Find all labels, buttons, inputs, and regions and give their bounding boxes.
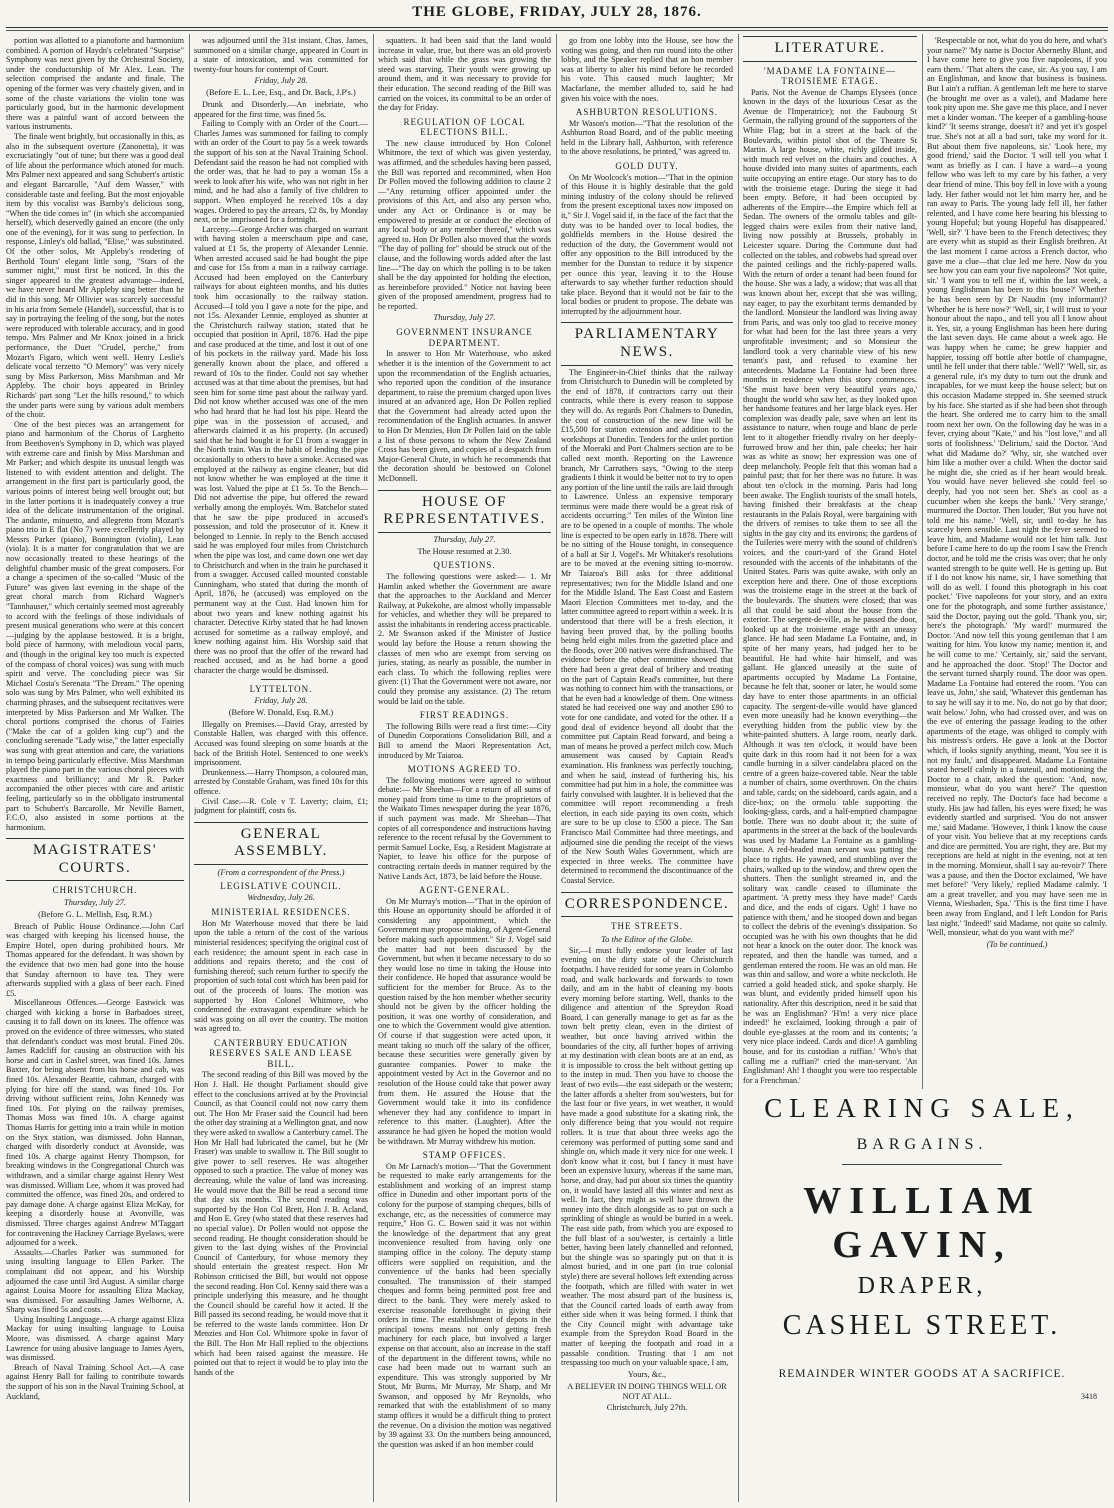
- story-text: Paris. Not the Avenue de Champs Elysees (once known in the days of the luxurious Cesar as the Avenue de l'Imperatrice); not the Faubourg St Germain, the rallying ground of the supporters of the White Flag; but in a street at the back of the Boulevards, within pistol shot of the Theatre St Martin. A large house, white, richly gilded inside, with much red velvet on the chairs and couches. A house divided into many suites of apartments, each suite occupying an entire etage. Our story has to do with the troisieme etage. During the siege it had been empty. Before, it had been occupied by adherents of the Empire—the Empire which fell at Sedan. The owners of the ormolu tables and gilt-legged chairs were exiles from their native land, living now possibly at Brussels, probably in Leicester square. During the Commune dust had collected on the tables, and cobwebs had spread over the painted ceilings and the richly-papered walls. With the return of order a tenant had been found for the house. She was a lady, a widow; that was all that was known about her, except that she was willing, nay eager, to pay the exorbitant terms demanded by the landlord. Monsieur the landlord was living away from Paris, and was only too glad to receive money for what had been for the last three years a very unprofitable investment; and so Monsieur the landlord took a very charitable view of his new tenant's past, and refused to examine her antecedents. Madame La Fontaine had been three months in residence when this story commences. 'She must have been very beautiful years ago,' thought the world who saw her, as they looked upon her handsome features and her large black eyes. Her complexion was deadly pale, save when art lent its assistance to nature, when rouge and blanc de perle lent to it altogether friendly rivalry on her deeply-furrowed brow and her thin, pale cheeks; her hair was as white as snow; her expression was one of deep melancholy. People felt that this woman had a painful past; that for her there was no future. It was about ten o'clock in the morning. Paris had long been awake. The English tourists of the small hotels, having finished their breakfasts at the cheap restaurants in the Palais Royal, were bargaining with the drivers of remises to take them to see all the sights in the gay city and its environs; the gardens of the Tuileries were merry with the sound of children's voices, and the court-yard of the Grand Hotel resounded with the accents of the inhabitants of the United States. Paris was quite awake, with only an exception here and there. One of those exceptions was the troisieme etage in the street at the back of the boulevards. The shutters were closed; that was all that could be said about the house from the exterior. The sergent-de-ville, as he passed the door, looked up at the troisieme etage with an uneasy glance. He had seen Madame La Fontaine, and, in spite of her many years, had judged her to be beautiful. He had white hair himself, and was gallant. He glanced uneasily at the suite of apartments occupied by Madame La Fontaine, because he felt that, sooner or later, he would some day have to enter those apartments in an official capacity. The sergent-de-ville would have glanced even more uneasily had he known everything—the everything hidden from the public view by the white-painted shutters. A large room, nearly dark. Although it was ten o'clock, it would have been quite dark in this room had it not been for a wax candle burning in a silver candelabra placed on the centre of a green baize-covered table. Near the table a number of chairs, some overthrown. On the chairs and table, cards; on the sideboard, cards again, and a dice-box; on the ormolu table supporting the looking-glass, cards, and a half-emptied champagne bottle. There was no doubt about it; the suite of apartments in the street at the back of the boulevards was used by Madame La Fontaine as a gambling-house. A red-headed man servant was putting the place to rights. He yawned, and stumbling over the chairs, walked up to the window, and threw open the shutters. Then the sunlight streamed in, and the solitary wax candle ceased to illuminate the apartment. 'A pretty mess they have made!' Cards and dice, and the ends of cigars. Ugh! I have no patience with them,' and he stooped down and began to collect the debris of the evening's dissipation. So occupied was he with his own thoughts that he did not hear a knock on the outer door. The knock was repeated, and then the handle was turned, and a gentleman entered the room. He was an old man. He was thin and sallow, and wore a white neckcloth. He carried a gold headed stick, and spoke sharply. He was blunt, and evidently prided himself upon his nationality. After this description, need it be said that he was an Englishman? 'H'm! a very nice place indeed!' he exclaimed, looking through a pair of double eye-glasses at the room and its contents; 'a very nice place indeed. Cards and dice! A gambling house, and for its custodian a ruffian.' 'Who's that calling me a ruffian?' cried the man-servant. 'An Englishman! Ah! I thought you were too respectable for a Frenchman.': [743, 87, 917, 1085]
- subheading: ASHBURTON RESOLUTIONS.: [575, 107, 719, 118]
- dateline: Friday, July 28.: [254, 696, 308, 706]
- article-text: go from one lobby into the House, see how the voting was going, and then run round into the other lobby, and the Speaker replied that an hon member was at liberty to alter his mind before he recorded his vote. This caused much laughter; Mr Macfarlane, the member alluded to, said he had given his voice with the noes.: [561, 36, 733, 103]
- column-5: [743, 36, 917, 1086]
- subheading: STAMP OFFICES.: [422, 1150, 507, 1161]
- article-text: Drunk and Disorderly.—An inebriate, who appeared for the first time, was fined 5s.: [194, 100, 368, 119]
- subheading: QUESTIONS.: [433, 560, 496, 571]
- column-rule: [373, 34, 374, 1502]
- column-rule: [556, 34, 557, 1502]
- article-text: Assaults.—Charles Parker was summoned for using insulting language to Ellen Parker. The complainant did not appear, and his Worship adjourned the case until 3rd August. A similar charge against Louisa Moore for assaulting Eliza Mackay, was dismissed. For assaulting James Welborne, A. Sharp was fined 5s and costs.: [6, 1247, 184, 1315]
- signature: Christchurch, July 27th.: [606, 1403, 688, 1413]
- column-1: [6, 36, 184, 1501]
- article-text: Breach of Naval Training School Act.—A case against Henry Ball for failing to contribute towards the support of his son in the Naval Training School, at Auckland,: [6, 1362, 184, 1401]
- ad-tagline: REMAINDER WINTER GOODS AT A SACRIFICE.: [778, 1368, 1066, 1380]
- bench-line: (Before G. L. Mellish, Esq, R.M.): [38, 909, 152, 919]
- salutation: To the Editor of the Globe.: [601, 933, 693, 944]
- column-6: [927, 36, 1107, 1086]
- masthead-rule-lower: [6, 30, 1108, 31]
- subheading: CHRISTCHURCH.: [52, 885, 138, 896]
- section-heading: CORRESPONDENCE.: [561, 892, 733, 918]
- article-text: In answer to Hon Mr Waterhouse, who asked whether it is the intention of the Government to act upon the recommendation of the English actuaries, who reported upon the condition of the insurance department, to raise the premium charged upon lives insured at an advanced age, Hon Dr Pollen replied that the Government had already acted upon the recommendation of the English actuaries. In answer to Hon Dr Menzies, Hon Dr Pollen laid on the table a list of those persons to whom the New Zealand Cross has been given, and copies of a despatch from Major-General Chute, in which he recommends that the decoration should be bestowed on Colonel McDonnell.: [378, 349, 551, 484]
- article-text: Hon Mr Waterhouse moved that there be laid upon the table a return of the cost of the various ministerial residences; specifying the original cost of each residence; the amount spent in each case in additions and repairs thereto; and the cost of furnishing thereof; such return further to specify the proportion of such total cost which has been paid for out of the proceeds of loans. The motion was supported by Hon Colonel Whitmore, who condemned the extravagant expenditure which he said was going on all over the country. The motion was agreed to.: [194, 918, 368, 1034]
- article-text: On Mr Larnach's motion—"That the Government be requested to make early arrangements for the establishment and working of an imprest stamp office in Dunedin and other important ports of the colony for the purpose of stamping cheques, bills of exchange, etc, as the necessities of commerce may require," Hon G. C. Bowen said it was not within the knowledge of the department that any great inconvenience resulted from having only one stamping office in the colony. The deputy stamp officers were supplied on requisition, and the convenience of the banks had been specially consulted. The transmission of their stamped cheques and forms being permitted post free and direct to the bank. They were merely asked to exercise reasonable forethought in giving their orders in time. The establishment of depots in the principal towns means not only getting fresh machinery for each place, but involved a larger expense on that account, also an increase in the staff of the department in the different towns, while no case had been made out to warrant such an expenditure. This was strongly supported by Mr Stout, Mr Burns, Mr Murray, Mr Sharp, and Mr Swanson, and opposed by Mr Reynolds, who remarked that with the establishment of so many stamp offices it would be a difficult thing to protect the revenue. On a division the motion was negatived by 39 against 33. On the numbers being announced, the question was asked if an hon member could: [378, 1161, 551, 1449]
- masthead-rule: [6, 27, 1108, 28]
- byline: (From a correspondent of the Press.): [217, 866, 345, 877]
- dateline: Thursday, July 27.: [433, 534, 496, 544]
- subheading: LEGISLATIVE COUNCIL.: [220, 880, 342, 891]
- bench-line: (Before W. Donald, Esq. R.M.): [228, 708, 334, 717]
- ad-reference-number: 3418: [1081, 1392, 1097, 1401]
- subheading: GOVERNMENT INSURANCE DEPARTMENT.: [396, 327, 533, 348]
- ad-subheadline: BARGAINS.: [856, 1136, 988, 1153]
- article-text: On Mr Woolcock's motion—"That in the opinion of this House it is highly desirable that the gold mining industry of the colony should be relieved from the present exceptional taxes now imposed on it," Sir J. Vogel said if, in the face of the fact that the duty was to be handed over to local bodies, the goldfields members in the House desired the reduction of the duty, the Government would not offer any opposition to the Bill introduced by the member for the Dunstan to reduce it by sixpence per ounce this year, leaving it to the House afterwards to say whether further reduction should take place. Beyond that it would not be fair to the local bodies or prudent to propose. The debate was interrupted by the adjournment hour.: [561, 172, 733, 316]
- column-rule: [189, 34, 190, 1502]
- ad-address: CASHEL STREET.: [782, 1310, 1062, 1341]
- article-text: Miscellaneous Offences.—George Eastwick was charged with kicking a horse in Barbadoes street, causing it to fall down on its knees. The offence was proved on the evidence of three witnesses, who stated that defendant's conduct was most brutal. Fined 20s. James Radcliff for causing an obstruction with his horse and cart in Cashel street, was fined 10s. James Baxter, for being absent from his horse and cab, was fined 10s. Alexander Beattie, cabman, charged with plying for hire off the stand, was fined 10s. For driving without sufficient reins, John Kennedy was fined 10s. For plying on the railway premises, Thomas Moss was fined 10s. A charge against Thomas Harris for getting into a train while in motion on the Styx station, was dismissed. John Hannan, charged with disorderly conduct at Avonside, was fined 10s. A charge against Henry Thompson, for breaking windows in the Congregational Church was withdrawn, and a similar charge against Henry West was dismissed. William Lee, whom it was proved had committed the offence, was fined 20s, and ordered to pay damage done. A charge against Eliza McKay, for keeping a disorderly house at Avonville, was dismissed. Three charges against Andrew M'Taggart for contravening the Hackney Carriage Byelaws, were adjourned for a week.: [6, 998, 184, 1248]
- subheading: AGENT-GENERAL.: [419, 885, 510, 896]
- session-line: The House resumed at 2.30.: [417, 546, 512, 556]
- subheading: MINISTERIAL RESIDENCES.: [211, 907, 351, 918]
- article-text: The new clause introduced by Hon Colonel Whitmore, the text of which was given yesterday, was affirmed, and the schedules having been passed, the Bill was reported and recommitted, when Hon Dr Pollen moved the following addition to clause 2—"Any returning officer appointed under the provisions of this Act, and also any person who, under any Act or Ordinance is or may be empowered to preside at or conduct the election of any local body or any member thereof," which was agreed to. Hon Dr Pollen also moved that the words "The day of polling for" should be struck out of the clause, and the following words added after the last line—"The day on which the polling is to be taken shall be the day appointed for holding the election, as hereinbefore provided." Notice not having been given of the proposed amendment, progress had to be reported.: [378, 138, 551, 311]
- article-text: portion was allotted to a pianoforte and harmonium combined. A portion of Haydn's celebrated "Surprise" Symphony was next given by the Orchestral Society, under the conductorship of Mr Alex. Lean. The selection comprised the andante and finale. The opening of the former was very chastely given, and in some of the chaste variations the violin tone was particularly good, but in the harmonic development there was a painful want of accord between the various instruments.: [6, 36, 184, 132]
- article-text: The following questions were asked:— 1. Mr Hamlin asked whether the Government are aware that the approaches to the Auckland and Mercer Railway, at Pukekohe, are almost wholly impassable for vehicles, and whether they will be prepared to assist the inhabitants in rendering access practicable. 2. Mr Swanson asked if the Minister of Justice would lay before the House a return showing the classes of men who are exempt from serving on juries, stating, as nearly as possible, the number in each class. To which the following replies were given: (1) That the Government were not aware, nor could they promise any assistance. (2) The return would be laid on the table.: [378, 571, 551, 706]
- article-text: Failing to Comply with an Order of the Court.—Charles James was summoned for failing to comply with an order of the Court to pay 5s a week towards the support of his son at the Naval Training School. Defendant said the reason he had not complied with the order was, that he had to pay a woman 15s a week to look after his wife, who was not right in her mind, and he had also a family of five children to support. When employed he received 10s a day wages. Ordered to pay the arrears, £2 8s, by Monday next, or be imprisoned for a fortnight.: [194, 119, 368, 225]
- dateline: Wednesday, July 26.: [247, 893, 315, 903]
- article-text: The finale went brightly, but occasionally in this, as also in the subsequent overture (Zanonetta), it was excruciatingly "out of tune; but there was a good deal of life about the performance which atoned for much. Mrs Palmer next appeared and sang Schubert's artistic and elegant Barcarolle, "Auf dem Wasser," with considerable taste and feeling. But the most enjoyable item by this vocalist was Barnby's delicious song, "When the tide comes in" (in which she accompanied herself), which deservedly gained an encore (the only one of the evening), for it was sung to perfection. In response, Linley's old ballad, "Elise," was substituted. Of the other solos, Mr Appleby's rendering of Berthold Tours' elegant little song, "Stars of the summer night," must first be noticed. In this the singer appeared to the greatest advantage—indeed, we have never heard Mr Appleby sing better than he did in this song. Mr Ollivier was scarcely successful in his aria from Semele (Handel), successful, that is to say in portraying the feeling of the song, but the notes were reproduced with tolerable accuracy, and in good tempo. Mrs Palmer and Mr Knox joined in a brick performance, the Duet "Crudel, perche," from Mozart's Figaro, which went well. Henry Leslie's delicate vocal terzetto "O Memory" was very nicely sung by Miss Parkerson, Miss Marshman and Mr Appleby. The choir boys appeared in Brinley Richards' part song "Let the hills resound," to which the under parts were sung by various adult members of the choir.: [6, 131, 184, 420]
- subheading: THE STREETS.: [611, 921, 683, 932]
- subheading: MOTIONS AGREED TO.: [407, 764, 522, 775]
- dateline: Thursday, July 27.: [433, 313, 496, 323]
- divider: [842, 1164, 1002, 1165]
- article-text: Breach of Public House Ordinance.—John Carl was charged with keeping his licensed house, the Empire Hotel, open during prohibited hours. Mr Thomas appeared for the defendant. It was shown by the evidence that two men had gone into the house that Sunday afternoon to have tea. They were afterwards supplied with a glass of beer each. Fined £5.: [6, 921, 184, 998]
- article-text: The Engineer-in-Chief thinks that the railway from Christchurch to Dunedin will be completed by the end of 1878, if contractors carry out their contracts, while there is every reason to suppose they will do. As regards Port Chalmers to Dunedin, the cost of construction of the new line will be £15,500 for station extension and addition to the workshops at Dunedin. Tenders for the unlet portion of the Moeraki and Port Chalmers section are to be called next month. Reporting on the Lawrence branch, Mr Carruthers says, "Owing to the steep gradients I think it would be better not to try to open any portion of the line until the rails are laid through to Lawrence. Unless an expensive temporary terminus were made there would be a great risk of accidents occurring." Ten miles of the Winton line are to be opened in a couple of months. The whole line is expected to be open early in 1878. There will be no sitting of the House tonight, in consequence of a ball at Sir J. Vogel's. Mr Whitaker's resolutions are to be moved at the evening sitting to-morrow. Mr Taiaroa's Bill asks for three additional representatives; two for the Middle Island and one for the Middle Island. The East Coast and Eastern Maori Election Committees met to-day, and the latter committee agreed to report within a week. It is understood that there will be a fresh election, it having been proved that, by the polling booths being held eight miles from the gazetted place and the floods, over 200 natives were disfranchised. The evidence before the other committee showed that there had been a great deal of bribery and treating on the part of Captain Read's committee, but there was nothing to connect him with the transactions, or that he even had a knowledge of them. One witness stated he had received one way and another £90 to vote for one candidate, and voted for the other. If a good deal of evidence beyond all doubt that the committee put Captain Read forward, and being a man of means he proved a perfect milch cow. Much amusement was caused by Captain Read's examination. His frankness was perfectly touching, and when he said, instead of furthering his, his committee had put him in a hole, the committee was fairly convulsed with laughter. It is believed that the committee will report recommending a fresh election, in each side paying its own costs, which are sure to be up close to £500 a piece. The San Francisco Mail Committee had three meetings, and adjourned sine die pending the receipt of the views of the New South Wales Government, which are expected in three weeks. The committee have determined to recommend the discontinuance of the Coastal Service.: [561, 367, 733, 886]
- ad-merchant-name: WILLIAM GAVIN,: [803, 1180, 1041, 1266]
- dateline: Thursday, July 27.: [64, 897, 126, 907]
- divider: [261, 679, 301, 680]
- article-text: Drunkenness.—Harry Thompson, a coloured man, arrested by Constable Graham, was fined 10s for this offence.: [194, 767, 368, 796]
- to-be-continued: (To be continued.): [986, 939, 1048, 949]
- article-text: squatters. It had been said that the land would increase in value, true, but there was an old proverb which said that while the grass was growing the steed was starving. Their youth were growing up around them, and it was necessary to provide for their education. The second reading of the Bill was carried on the voices, its committal to be an order of the day for Friday.: [378, 36, 551, 113]
- column-2: [194, 36, 368, 1501]
- article-text: Civil Case.—R. Cole v T. Laverty; claim, £1; judgment for plaintiff, costs 6s.: [194, 796, 368, 816]
- section-heading: LITERATURE.: [743, 36, 917, 62]
- column-4: [561, 36, 733, 1501]
- article-text: One of the best pieces was an arrangement for piano and harmonium of the Chorus of Larghetto from Beethoven's Symphony in D, which was played with extreme care and finish by Miss Marshman and Mr Parker; and which despite its unusual length was listened to with evident attention and delight. The arrangement in the first part is particularly good, the various points of interest being well brought out; but in the latter portions it is inadequately convey a true idea of the delicate instrumentation of the original. The andante, minuetto, and allegretto from Mozart's piano trio in E flat (No 7) were excellently played by Messrs Parker (piano), Bonnington (violin), Lean (viola). It is a matter for congratulation that we are now occasionally treated to these hearings of the delightful chamber music of the great composers. For a change a specimen of the so-called "Music of the Future" was given last evening in the shape of the great choral march from Richard Wagner's "Tannhauser," which certainly seemed most agreeably to accord with the feelings of those individuals of present musical generations who were at this concert—judging by the applause bestowed. It is a bright, bold piece of harmony, with melodious vocal parts, and (though in the original key too much is expected of the compass of choral voices) was sung with much spirit and verve. The concluding piece was Sir Michael Costa's Serenata "The Dream." The opening solo was sung by Mrs Palmer, who well exhibited its charming phrases, and the subsequent recitatives were interpreted by Miss Parkerson and Mr Walker. The choral portions comprised the chorus of Fairies ("Make the car of a golden king cup") and the concluding serenade "Lady wise," the latter especially was sung with great attention and care, the variations in tempo being particularly effective. Miss Marshman played the piano part in the various choral pieces with exactness and brilliancy; and Mr R. Parker accompanied the other pieces with care and artistic feeling, particularly so in the obbligato instrumental part to Schubert's Barcarolle. Mr Neville Barnett, F.C.O, also assisted in some portions at the harmonium.: [6, 419, 184, 832]
- story-title: 'MADAME LA FONTAINE—TROISIEME ETAGE.: [764, 65, 896, 87]
- article-text: The following Bills were read a first time:—City of Dunedin Corporations Consolidation Bill, and a Bill to amend the Maori Representation Act, introduced by Mr Taiaroa.: [378, 721, 551, 760]
- article-text: On Mr Murray's motion—"That in the opinion of this House an opportunity should be afforded it of considering any appointment, which the Government may propose making, of Agent-General before making such appointment." Sir J. Vogel said the matter had not been discussed by the Government, but when it became necessary to do so they would lose no time in taking the House into their confidence. He hoped that assurance would be sufficient for the member for Bruce. As to the question raised by the hon member whether security should not be given by the officer holding the position, it was one worthy of consideration, and one to which the Government would give attention. Of course if that suggestion were acted upon, it meant taking so much off the salary of the officer, because these securities were generally given by guarantee companies. Power to make the appointment vested by Act in the Governor and no resolution of the House could take that power away from them. He assured the House that the Government would take it into its confidence whenever they had any confidence to impart in reference to this matter. (Laughter). After the assurance he had given he hoped the motion would be withdrawn. Mr Murray withdrew his motion.: [378, 896, 551, 1146]
- article-text: was adjourned until the 31st instant. Chas. James, summoned on a similar charge, appeared in Court in a state of intoxication, and was committed for twenty-four hours for contempt of Court.: [194, 36, 368, 74]
- column-rule: [922, 34, 923, 1089]
- column-3: [378, 36, 551, 1501]
- signature: A BELIEVER IN DOING THINGS WELL OR NOT AT ALL.: [567, 1381, 727, 1401]
- subheading: GOLD DUTY.: [615, 161, 679, 172]
- subheading: CANTERBURY EDUCATION RESERVES SALE AND LEASE BILL.: [209, 1037, 353, 1069]
- article-text: Illegally on Premises.—David Gray, arrested by Constable Hallen, was charged with this offence. Accused was found sleeping on some boards at the back of the British Hotel. Sentenced to one week's imprisonment.: [194, 719, 368, 768]
- subheading: FIRST READINGS.: [419, 710, 510, 721]
- bench-line: (Before E. L. Lee, Esq., and Dr. Back, J.P's.): [206, 88, 356, 98]
- article-text: Mr Wason's motion—"That the resolution of the Ashburton Road Board, and of the public meeting held in the Library hall, Ashburton, with reference to the above resolutions, be printed," was agreed to.: [561, 118, 733, 157]
- ad-trade: DRAPER,: [857, 1273, 987, 1299]
- section-heading: HOUSE OF REPRESENTATIVES.: [378, 490, 551, 533]
- subheading: LYTTELTON.: [249, 683, 313, 694]
- subheading: REGULATION OF LOCAL ELECTIONS BILL.: [403, 116, 526, 138]
- masthead: THE GLOBE, FRIDAY, JULY 28, 1876.: [412, 4, 702, 20]
- article-text: Larceny.—George Archer was charged on warrant with having stolen a meerschaum pipe and case, valued at £1 5s, the property of Alexander Lennie. When arrested accused said he had bought the pipe and case for 15s from a man in a railway carriage. Accused had been employed on the Canterbury railways for about eighteen months, and his duties took him occasionally to the railway station. Accused—I told you I gave a note for the pipe, and not 15s. Alexander Lennie, employed as shunter at the Christchurch railway station, stated that he occupied that position in April, 1876. Had the pipe and case produced at the time, and lost it out of one of his pockets in the railway yard. Made his loss generally known about the place, and offered a reward of 10s to the finder. Could not say whether accused was at that time about the premises, but had seen him for some time past about the railway yard. Did not know whether accused was one of the men who had heard that he had lost his pipe. Heard the pipe was in the possession of accused, and afterwards claimed it as his property. (In accused) said that he had bought it for £1 from a swagger in the North train. Was in the habit of lending the pipe occasionally to others to have a smoke. Accused was employed at the railway as engine cleaner, but did not know whether he was employed at the time it was lost. Valued the pipe at £1 5s. To the Bench—Did not advertise the pipe, but offered the reward verbally among the employés. Wm. Batchelor stated that he saw the pipe produced in accused's possession, and told the prosecutor of it. Knew it belonged to Lennie. In reply to the Bench accused said he was employed four miles from Christchurch when the pipe was lost, and came down one wet day to Christchurch and when in the train he purchased it from a swagger. Accused called mounted constable Cunningham, who stated that during the month of April, 1876, he (accused) was employed on the permanent way at the Cust. Had known him for about two years and knew nothing against his character. Detective Kirby stated that he had known accused for sometime as a railway employé, and knew nothing against him. His Worship said that there was no proof that the offer of the reward had reached accused, and as he had borne a good character the charge would be dismissed.: [194, 224, 368, 676]
- ad-headline: CLEARING SALE,: [764, 1093, 1080, 1123]
- article-text: The following motions were agreed to without debate:— Mr Sheehan—For a return of all sums of money paid from time to time to the proprietors of the Waikato Times newspaper during the year 1876, if such payment was made. Mr Sheehan—That copies of all correspondence and instructions having reference to the recent refusal by the Government to permit Samuel Locke, Esq, a Resident Magistrate at Napier, to leave his office for the purpose of contracting certain deeds in manner required by the Native Lands Act, 1873, be laid before the House.: [378, 775, 551, 881]
- article-text: Using Insulting Language.—A charge against Eliza Mackay for using insulting language to Louisa Moore, was dismissed. A charge against Mary Lawrence for using abusive language to James Ayers, was dismissed.: [6, 1314, 184, 1363]
- article-text: The second reading of this Bill was moved by the Hon J. Hall. He thought Parliament should give effect to the conclusions arrived at by the Provincial Council, as that Council could not now carry them out. The Hon Mr Fraser said the Council had been the other day straining at a Wellington gnat, and now they were asked to swallow a Canterbury camel. The Hon Mr Hall had lubricated the camel, but he (Mr Fraser) was unable to swallow it. The Bill sought to give power to sell reserves. He was altogether opposed to such a practice. The value of money was decreasing, while the value of land was increasing. He would move that the Bill be read a second time that day six months. The second reading was supported by the Hon Col Brett, Hon J. B. Acland, and Hon E. Grey (who stated that these reserves had no special value). Dr Pollen would not oppose the second reading. He thought consideration should be given to the last dying wishes of the Provincial Council of Canterbury, for whose memory they should entertain the greatest respect. Hon Mr Robinson criticised the Bill, but would not oppose the second reading. Hon Col. Kenny said there was a principle underlying this measure, and he thought the Council should be careful how it acted. If the Bill passed its second reading, he would move that it be referred to the waste lands committee. Hon Dr Menzies and Hon Col. Whitmore spoke in favor of the Bill. The Hon Mr Hall replied to the objections which had been raised against the measure. He pointed out that to reject it would be to play into the hands of the: [194, 1070, 368, 1377]
- story-text: 'Respectable or not, what do you do here, and what's your name?' 'My name is Doctor Abernethy Blunt, and I have come here to give you five napoleons, if you earn them.' 'That alters the case, sir. As you say, I am an Englishman, and know that business is business. But I ain't a ruffian. A gentleman left me here to starve (he brought me over as a valet), and Madame here took pity upon me. She gave me this place, and I never met a kinder woman. 'The keeper of a gambling-house kind?' 'It seems strange, doesn't it? and yet it's gospel true. She's not at all a bad sort, take my word for it. But about them five napoleons, sir.' 'Look here, my good friend,' said the Doctor. 'I will tell you what I want as briefly as I can. I have a ward—a young fellow who was left to my care by his father, a very dear friend of mine. This boy fell in love with a young lady. Her father would not let him marry her, and he ran away to Paris. The young lady fell ill, her father relented, and I have come here bearing his blessing to young Hopeful; but young Hopeful has disappeared.' 'Well, sir?' 'I have been to the French detectives; they are every whit as stupid as their English brethren. At the last moment I came across a French doctor, who gave me a clue—that clue led me here. Now do you see how you can earn your five napoleons?' 'Not quite, sir.' 'I want you to tell me if, within the last week, a young Englishman has been to this house?' Whether he has been seen by Dr Naudin (my informant)? Whether he is here now?' 'Well, sir, I will trust to your honour about the napo., and tell you all I know about it. Yes, sir, a young Englishman has been here during the last seven days. He came about a week ago. He was happy when he came; he grew happier and happier, tossing off bottle after bottle of champagne, until he fell under that there table.' 'Well?' 'Well, sir, as a general rule, it's my duty to turn out the drunk and incapables, for we must keep the house select; but on this occasion Madame stepped in. She seemed struck by his face. She started as if she had been shot through the heart. She ordered me to carry him to the small room next her own. On the following day he was in a fever, crying about "Kate," and his "lost love," and all sorts of foolishness.' 'Delirium,' said the Doctor. 'And what did Madame do?' 'Why, sir, she watched over him like a mother over a child. When the doctor said he might die, she cried as if her heart would break. You would have never believed she could feel so deeply, had you not seen her. She's as cool as a cucumber when she keeps the bank.' 'Very strange,' murmured the Doctor. Then louder, 'But you have not told me his name.' 'Well, sir, until to-day he has scarcely been sensible. Last night the fever seemed to leave him, and Madame would not let him talk. Just before I came here to do up the room I saw the French doctor, and he told me the crisis was over; that he only wanted strength to be quite well. He is getting up. But if I do not know his name, sir, I have something that will do as well. I found this photograph in his coat pocket.' 'Five napoleons for your story, and an extra one for the photograph, and some further assistance,' said the Doctor, paying out the gold. 'Thank you, sir; here's the photograph.' 'My ward!' murmured the Doctor. 'And now tell this young gentleman that I am waiting for him. You know my name; mention it, and he will come to me.' 'Certainly, sir,' said the servant, and he approached the door. 'Stop!' The Doctor and the servant turned sharply round. The door was open. Madame La Fontaine had entered the room. 'You can leave us, John,' she said, 'Whatever this gentleman has to say he will say it to me. No, do not go by that door; wait below.' John, who had crossed over, and was on the eve of entering the passage leading to the other apartments of the etage, was obliged to comply with his mistress's orders. He gave a look at the Doctor which, if looks signify anything, meant, 'You see it is not my fault,' and disappeared. Madame La Fontaine seated herself calmly in a fauteuil, and motioning the Doctor to a chair, asked the question: 'And, now, monsieur, what do you want here?' The question received no reply. The Doctor's face had become a study. His jaw had fallen, his eyes were fixed; he was evidently startled and surprised. 'You do not answer me,' said Madame. 'However, I think I know the cause of your visit. You believe that at my receptions cards and dice are permitted. You are right, they are. But my receptions are held at night in the evening, not at ten in the morning. Monsieur, shall I say au-revoir?' There was a pause, and then the Doctor exclaimed, 'We have met before!' 'Very likely,' replied Madame calmly. 'I am a great traveller, and you may have seen me in Vienna, Wiesbaden, Spa.' 'This is the first time I have been away from England, and I left London for Paris last night.' 'Indeed!' said Madame, not quite so calmly. 'Well, monsieur, what do you want with me?': [927, 36, 1107, 938]
- advertisement: [737, 1093, 1107, 1493]
- article-text: Sir,—I must fully endorse your leader of last evening on the dirty state of the Christchurch footpaths. I have resided for some years in Colombo road, and walk backwards and forwards to town daily, and am in the habit of cleaning my boots every morning before starting. Well, thanks to the diligence and attention of the Spreydon Road Board, I can generally manage to get as far as the town belt pretty clean, even in the dirtiest of weather, but once having arrived within the boundaries of the city, all further hopes of arriving at my destination with clean boots are at an end, as it is impossible to cross the belt without getting up to the instep in mud. Then you have to choose the least of two evils—the east sidepath or the western; the latter affords a shelter from sou'westers, but for the last four or five years, in wet weather, it would have made a good substitute for a skating rink, the only difference being that you would not require rollers. It is true that about three weeks ago the ceremony was performed of putting some sand and shingle on, which made it very nice for one week. I don't know what it cost, but I fancy it must have been an expensive luxury, whereas if the same man, horse, and dray, had put about six times the quantity on, it would have lasted all this winter and next as well. In fact, they might as well have thrown the money into the ditch alongside as to put on such a sprinkling of shingle as would be buried in a week. The east side path, from which you are exposed to the full blast of a sou'wester, is certainly a little better, having been lately channelled and reformed, but the shingle was so sparingly put on that it is almost buried, and in one part (in true colonial style) there are several hollows left extending across the footpath, which are filled with water in wet weather. The most absurd part of the business is, that the Council carted loads of earth away from either side when it was being formed. I think that the City Council might with advantage take example from the Spreydon Road Board in the matter of keeping the footpath and road in a passable condition. Trusting that I am not trespassing too much on your valuable space, I am,: [561, 945, 733, 1368]
- section-heading: PARLIAMENTARY NEWS.: [561, 322, 733, 365]
- signature: Yours, &c.,: [627, 1369, 667, 1379]
- dateline: Friday, July 28.: [254, 76, 308, 86]
- section-heading: GENERAL ASSEMBLY.: [194, 822, 368, 865]
- section-heading: MAGISTRATES' COURTS.: [6, 838, 184, 881]
